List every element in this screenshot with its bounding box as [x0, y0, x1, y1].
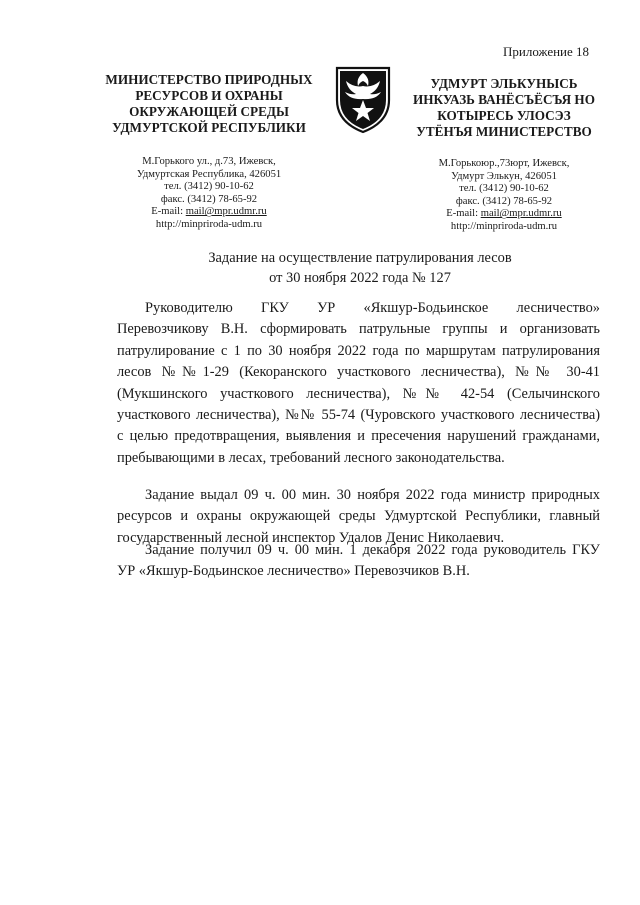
ministry-name-line: РЕСУРСОВ И ОХРАНЫ [135, 88, 283, 103]
email-link[interactable]: mail@mpr.udmr.ru [185, 206, 267, 218]
coat-of-arms-icon [330, 64, 396, 134]
email-line [404, 208, 604, 221]
paragraph-line: Руководителю ГКУ УР «Якшур-Бодьинское лесничество» [145, 300, 600, 316]
paragraph-line: Задание получил 09 ч. 00 мин. 1 декабря 2022 года руководитель ГКУ [145, 542, 600, 558]
paragraph-line: лесов №№1-29 (Кекоранского участкового лесничества), №№ 30-41 [117, 364, 600, 381]
contacts-udmurt [404, 158, 604, 234]
email-line [98, 206, 320, 219]
paragraph-line: Перевозчикову В.Н. сформировать патрульные группы и организовать [117, 321, 600, 338]
title-line: Задание на осуществление патрулирования лесов [208, 250, 512, 266]
ministry-header-russian [98, 72, 320, 232]
fax-line: факс. (3412) 78-65-92 [160, 193, 258, 205]
phone-line: тел. (3412) 90-10-62 [164, 181, 254, 193]
ministry-name-line: КОТЫРЕСЬ УЛОСЭЗ [437, 108, 571, 123]
paragraph-line: государственный лесной инспектор Удалов Денис Николаевич. [117, 529, 505, 546]
paragraph-received-by [117, 540, 600, 583]
email-label: E-mail: [151, 206, 186, 218]
ministry-name-line: УДМУРТ ЭЛЬКУНЫСЬ [430, 76, 578, 91]
paragraph-line: участкового лесничества), №№ 55-74 (Чуровского участкового лесничества) [117, 407, 600, 424]
title-line: от 30 ноября 2022 года № 127 [269, 270, 451, 286]
ministry-name-udmurt [404, 76, 604, 140]
paragraph-line: УР «Якшур-Бодьинское лесничество» Перевозчиков В.Н. [117, 563, 470, 580]
ministry-name-russian [98, 72, 320, 136]
fax-line: факс. (3412) 78-65-92 [455, 195, 553, 207]
contacts-russian [98, 156, 320, 232]
address-line: Удмуртская Республика, 426051 [136, 168, 282, 180]
paragraph-line: ресурсов и охраны окружающей среды Удмуртской Республики, главный [117, 508, 600, 525]
address-line: Удмурт Элькун, 426051 [451, 170, 557, 182]
phone-line: тел. (3412) 90-10-62 [459, 183, 549, 195]
paragraph-line: патрулирование с 1 по 30 ноября 2022 года по маршрутам патрулирования [117, 342, 600, 359]
paragraph-line: пребывающими в лесах, требований лесного законодательства. [117, 449, 505, 466]
paragraph-line: (Мукшинского участкового лесничества), №№ 42-54 (Селычинского [117, 385, 600, 402]
ministry-name-line: УДМУРТСКОЙ РЕСПУБЛИКИ [112, 120, 306, 135]
email-link[interactable]: mail@mpr.udmr.ru [480, 208, 562, 220]
paragraph-line: Задание выдал 09 ч. 00 мин. 30 ноября 2022 года министр природных [145, 487, 600, 503]
address-line: М.Горького ул., д.73, Ижевск, [142, 156, 276, 167]
website-link[interactable]: http://minpriroda-udm.ru [155, 218, 263, 230]
ministry-name-line: УТЁНЪЯ МИНИСТЕРСТВО [416, 124, 592, 139]
address-line: М.Горькоюр.,73юрт, Ижевск, [438, 158, 570, 169]
appendix-label: Приложение 18 [503, 44, 590, 59]
document-title [150, 248, 570, 288]
website-link[interactable]: http://minpriroda-udm.ru [450, 220, 558, 232]
ministry-header-udmurt [404, 76, 604, 234]
ministry-name-line: ИНКУАЗЬ ВАНЁСЪЁСЪЯ НО [413, 92, 595, 107]
email-label: E-mail: [446, 208, 481, 220]
paragraph-line: с целью предотвращения, выявления и пресечения нарушений гражданами, [117, 428, 600, 445]
ministry-name-line: ОКРУЖАЮЩЕЙ СРЕДЫ [129, 104, 289, 119]
ministry-name-line: МИНИСТЕРСТВО ПРИРОДНЫХ [105, 72, 313, 87]
paragraph-assignment [117, 298, 600, 469]
